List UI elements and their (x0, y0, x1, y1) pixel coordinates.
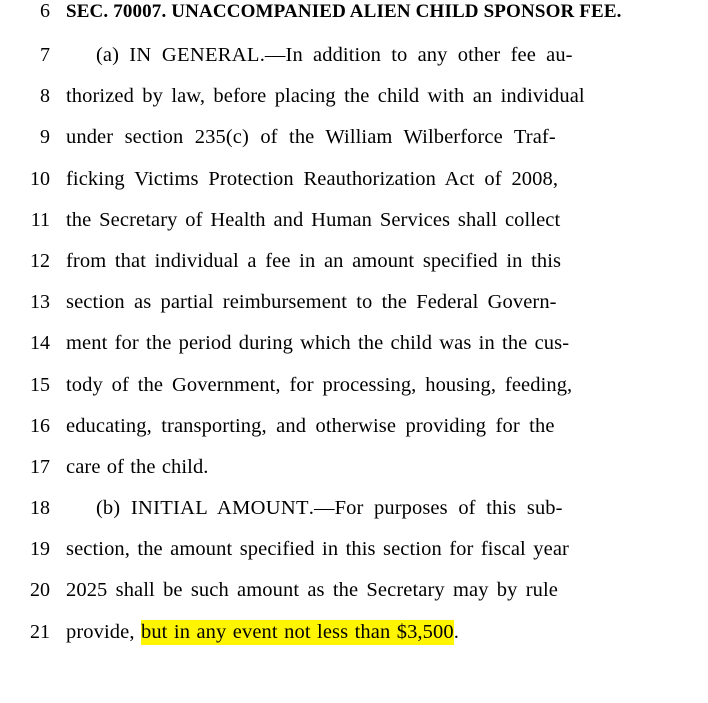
document-line (0, 332, 708, 373)
line-content (66, 621, 708, 644)
line-number: 14 (30, 332, 50, 355)
line-content: ficking Victims Protection Reauthorization Act of 2008, (66, 167, 559, 190)
line-number: 16 (30, 414, 50, 437)
line-number: 8 (40, 85, 50, 108)
line-number: 18 (30, 497, 50, 520)
line-number: 17 (30, 455, 50, 478)
highlighted-text: but in any event not less than $3,500 (140, 620, 454, 643)
line-number: 20 (30, 579, 50, 602)
line-content: 2025 shall be such amount as the Secretary may by rule (66, 579, 558, 602)
line-content: thorized by law, before placing the child with an individual (66, 85, 585, 108)
document-line (0, 209, 708, 250)
document-line (0, 374, 708, 415)
small-caps-heading: IN GENERAL (129, 44, 260, 66)
line-content: ment for the period during which the child was in the cus- (66, 332, 570, 355)
line-content: under section 235(c) of the William Wilberforce Traf- (66, 126, 556, 149)
line-tail: .—For purposes of this sub- (308, 497, 563, 520)
document-line (0, 579, 708, 620)
line-number: 9 (40, 126, 50, 149)
document-line (0, 497, 708, 538)
document-line (0, 0, 708, 44)
line-text-after: . (453, 620, 459, 643)
line-content: section as partial reimbursement to the Federal Govern- (66, 291, 557, 314)
line-number: 19 (30, 538, 50, 561)
document-line (0, 621, 708, 662)
line-number: 15 (30, 373, 50, 396)
line-content: section, the amount specified in this section for fiscal year (66, 538, 569, 561)
line-number: 10 (30, 167, 50, 190)
line-content: tody of the Government, for processing, housing, feeding, (66, 373, 573, 396)
small-caps-heading: INITIAL AMOUNT (130, 497, 309, 520)
document-line (0, 85, 708, 126)
line-content: the Secretary of Health and Human Services shall collect (66, 208, 561, 231)
line-number: 13 (30, 291, 50, 314)
document-line (0, 250, 708, 291)
line-number: 21 (30, 620, 50, 643)
line-content (66, 497, 708, 520)
document-line (0, 168, 708, 209)
line-text-before: provide, (66, 620, 141, 643)
line-content: care of the child. (66, 455, 209, 478)
line-number: 6 (40, 0, 50, 22)
line-number: 7 (40, 44, 50, 66)
document-line (0, 415, 708, 456)
section-heading: SEC. 70007. UNACCOMPANIED ALIEN CHILD SPONSOR FEE. (66, 1, 622, 22)
document-line (0, 126, 708, 167)
line-content: educating, transporting, and otherwise providing for the (66, 414, 555, 437)
line-number: 11 (30, 208, 50, 231)
line-content (66, 44, 708, 67)
document-line (0, 538, 708, 579)
line-tail: .—In addition to any other fee au- (259, 44, 573, 66)
document-line (0, 456, 708, 497)
subsection-label: (b) (96, 497, 131, 520)
line-content: from that individual a fee in an amount specified in this (66, 249, 562, 272)
document-line (0, 44, 708, 85)
document-line (0, 291, 708, 332)
subsection-label: (a) (96, 44, 130, 66)
line-number: 12 (30, 249, 50, 272)
